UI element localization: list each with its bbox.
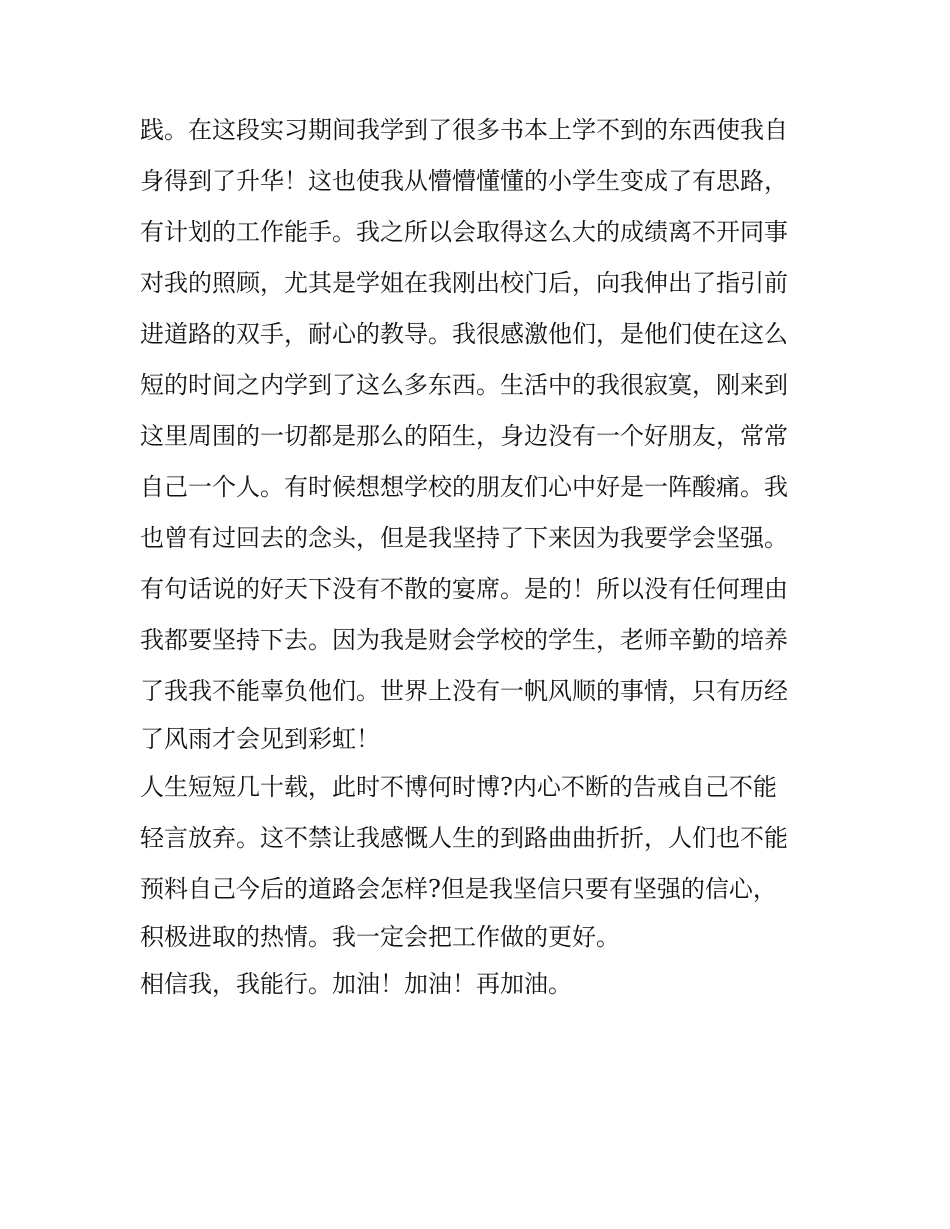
text-line: 轻言放弃。这不禁让我感慨人生的到路曲曲折折，人们也不能 (140, 824, 788, 852)
text-line: 有计划的工作能手。我之所以会取得这么大的成绩离不开同事 (140, 218, 788, 246)
text-line: 进道路的双手，耐心的教导。我很感激他们，是他们使在这么 (140, 320, 788, 348)
text-line: 自己一个人。有时候想想学校的朋友们心中好是一阵酸痛。我 (140, 473, 788, 501)
text-line: 也曾有过回去的念头，但是我坚持了下来因为我要学会坚强。 (140, 524, 788, 552)
text-line: 短的时间之内学到了这么多东西。生活中的我很寂寞，刚来到 (140, 371, 788, 399)
paragraph-1 (140, 105, 830, 762)
paragraph-3 (140, 959, 830, 1010)
text-line: 践。在这段实习期间我学到了很多书本上学不到的东西使我自 (140, 116, 788, 144)
text-line: 有句话说的好天下没有不散的宴席。是的！所以没有任何理由 (140, 575, 788, 603)
text-line: 这里周围的一切都是那么的陌生，身边没有一个好朋友，常常 (140, 422, 788, 450)
text-line: 积极进取的热情。我一定会把工作做的更好。 (140, 923, 620, 951)
text-line: 了风雨才会见到彩虹！ (140, 725, 380, 753)
text-line: 人生短短几十载，此时不博何时博?内心不断的告戒自己不能 (140, 773, 777, 801)
text-line: 身得到了升华！这也使我从懵懵懂懂的小学生变成了有思路， (140, 167, 788, 195)
text-line: 了我我不能辜负他们。世界上没有一帆风顺的事情，只有历经 (140, 677, 788, 705)
text-line: 预料自己今后的道路会怎样?但是我坚信只要有坚强的信心， (140, 875, 777, 903)
text-line: 我都要坚持下去。因为我是财会学校的学生，老师辛勤的培养 (140, 626, 788, 654)
text-line: 相信我，我能行。加油！加油！再加油。 (140, 970, 572, 998)
text-line: 对我的照顾，尤其是学姐在我刚出校门后，向我伸出了指引前 (140, 269, 788, 297)
document-body (140, 105, 830, 1010)
paragraph-2 (140, 762, 830, 959)
